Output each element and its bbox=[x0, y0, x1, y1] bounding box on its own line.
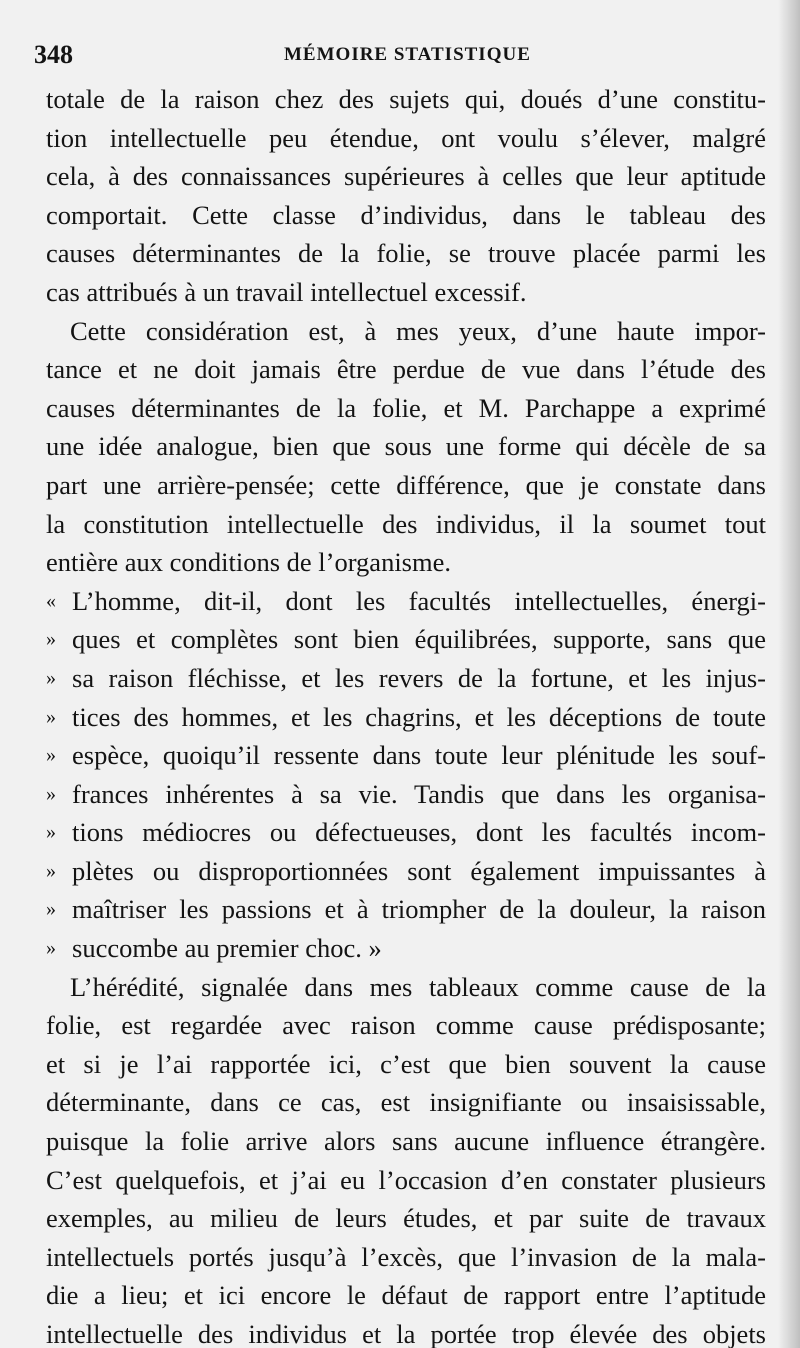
text-line: causes déterminantes de la folie, se trouve placée parmi les bbox=[46, 238, 766, 269]
quote-text: tions médiocres ou défectueuses, dont les facultés incom- bbox=[72, 817, 766, 848]
guillemet: » bbox=[46, 782, 56, 805]
page-header bbox=[34, 38, 764, 74]
guillemet: » bbox=[46, 628, 56, 651]
text-line: la constitution intellectuelle des individus, il la soumet tout bbox=[46, 508, 766, 539]
guillemet: » bbox=[46, 705, 56, 728]
quote-line bbox=[46, 620, 766, 659]
text-line: et si je l’ai rapportée ici, c’est que bien souvent la cause bbox=[46, 1048, 766, 1079]
paragraph bbox=[46, 968, 766, 1348]
body-text bbox=[46, 80, 766, 1348]
quotation bbox=[46, 582, 766, 968]
guillemet: » bbox=[46, 898, 56, 921]
text-line: die a lieu; et ici encore le défaut de rapport entre l’aptitude bbox=[46, 1280, 766, 1311]
quote-text: espèce, quoiqu’il ressente dans toute leur plénitude les souf- bbox=[72, 740, 766, 771]
quote-line bbox=[46, 698, 766, 737]
paragraph bbox=[46, 312, 766, 582]
quote-text: plètes ou disproportionnées sont également impuissantes à bbox=[72, 855, 766, 886]
quote-line bbox=[46, 929, 766, 968]
guillemet: « bbox=[46, 589, 56, 612]
text-line: L’hérédité, signalée dans mes tableaux comme cause de la bbox=[70, 971, 766, 1002]
text-line: entière aux conditions de l’organisme. bbox=[46, 547, 451, 578]
guillemet: » bbox=[46, 666, 56, 689]
quote-text: L’homme, dit-il, dont les facultés intellectuelles, énergi- bbox=[72, 585, 766, 616]
quote-text: ques et complètes sont bien équilibrées, supporte, sans que bbox=[72, 624, 766, 655]
text-line: C’est quelquefois, et j’ai eu l’occasion d’en constater plusieurs bbox=[46, 1164, 766, 1195]
text-line: cela, à des connaissances supérieures à celles que leur aptitude bbox=[46, 161, 766, 192]
running-head: MÉMOIRE STATISTIQUE bbox=[284, 44, 531, 65]
text-line: puisque la folie arrive alors sans aucune influence étrangère. bbox=[46, 1126, 766, 1157]
text-line: cas attribués à un travail intellectuel excessif. bbox=[46, 276, 527, 307]
text-line: une idée analogue, bien que sous une forme qui décèle de sa bbox=[46, 431, 766, 462]
paragraph bbox=[46, 80, 766, 312]
guillemet: » bbox=[46, 937, 56, 960]
text-line: déterminante, dans ce cas, est insignifiante ou insaisissable, bbox=[46, 1087, 766, 1118]
quote-line bbox=[46, 852, 766, 891]
text-line: Cette considération est, à mes yeux, d’une haute impor- bbox=[70, 315, 766, 346]
quote-line bbox=[46, 736, 766, 775]
quote-line bbox=[46, 582, 766, 621]
text-line: causes déterminantes de la folie, et M. Parchappe a exprimé bbox=[46, 392, 766, 423]
quote-text: frances inhérentes à sa vie. Tandis que dans les organisa- bbox=[72, 778, 766, 809]
text-line: intellectuelle des individus et la portée trop élevée des objets bbox=[46, 1319, 766, 1348]
quote-line bbox=[46, 813, 766, 852]
text-line: tion intellectuelle peu étendue, ont voulu s’élever, malgré bbox=[46, 122, 766, 153]
text-line: totale de la raison chez des sujets qui, doués d’une constitu- bbox=[46, 84, 766, 114]
guillemet: » bbox=[46, 859, 56, 882]
page-number: 348 bbox=[34, 40, 73, 69]
guillemet: » bbox=[46, 744, 56, 767]
quote-line bbox=[46, 775, 766, 814]
text-line: comportait. Cette classe d’individus, dans le tableau des bbox=[46, 199, 766, 230]
quote-line bbox=[46, 890, 766, 929]
quote-text: sa raison fléchisse, et les revers de la fortune, et les injus- bbox=[72, 662, 766, 693]
text-line: intellectuels portés jusqu’à l’excès, que l’invasion de la mala- bbox=[46, 1241, 766, 1272]
quote-text: tices des hommes, et les chagrins, et les déceptions de toute bbox=[72, 701, 766, 732]
guillemet: » bbox=[46, 821, 56, 844]
quote-text: succombe au premier choc. » bbox=[72, 933, 382, 964]
text-line: exemples, au milieu de leurs études, et par suite de travaux bbox=[46, 1203, 766, 1234]
quote-line bbox=[46, 659, 766, 698]
page-edge-shadow bbox=[778, 0, 800, 1348]
text-line: tance et ne doit jamais être perdue de vue dans l’étude des bbox=[46, 354, 766, 385]
quote-text: maîtriser les passions et à triompher de la douleur, la raison bbox=[72, 894, 766, 925]
text-line: folie, est regardée avec raison comme cause prédisposante; bbox=[46, 1010, 766, 1041]
text-line: part une arrière-pensée; cette différence, que je constate dans bbox=[46, 469, 766, 500]
